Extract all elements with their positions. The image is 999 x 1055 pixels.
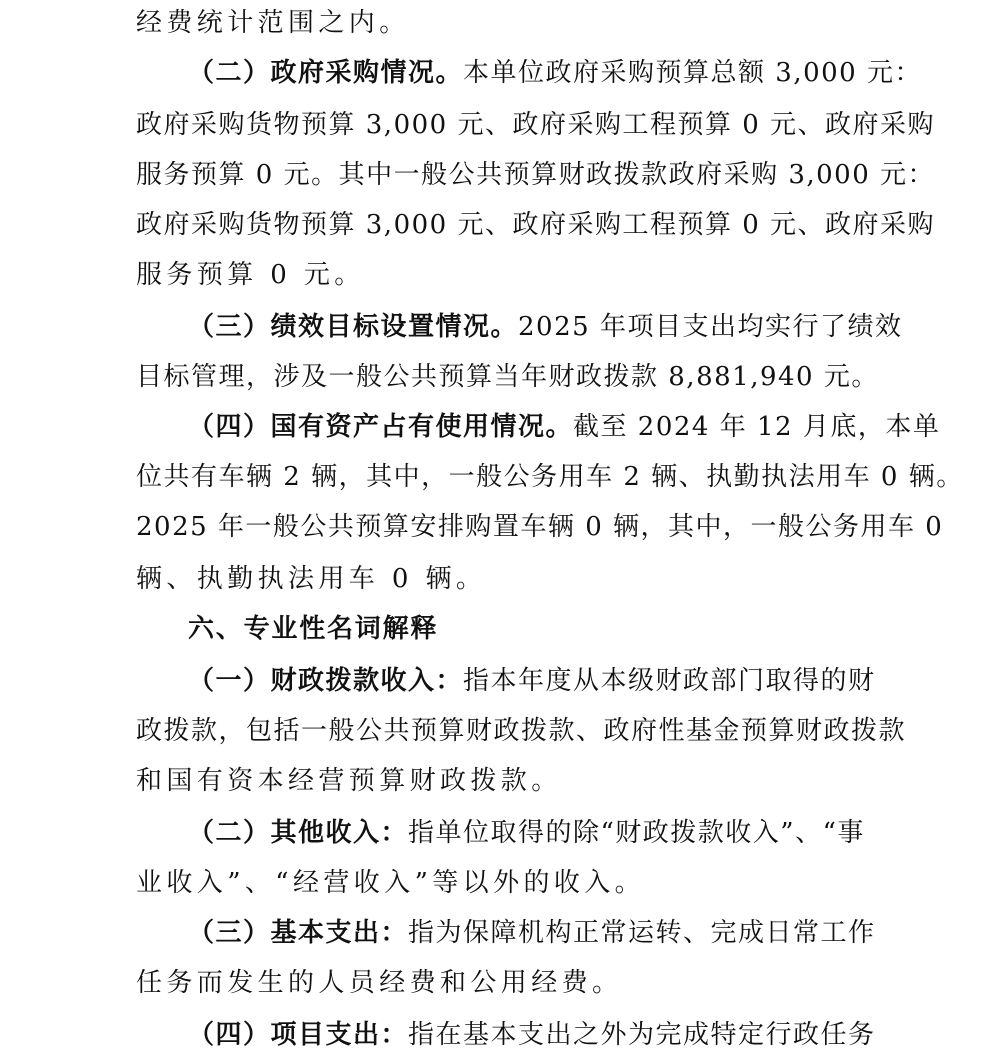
body-line: 服务预算 0 元。 xyxy=(136,260,365,290)
body-line: 和国有资本经营预算财政拨款。 xyxy=(136,766,562,796)
body-line: 业收入”、“经营收入”等以外的收入。 xyxy=(136,868,646,898)
section-paragraph-line xyxy=(188,410,940,444)
body-line: 任务而发生的人员经费和公用经费。 xyxy=(136,968,623,998)
definition-text: 指为保障机构正常运转、完成日常工作 xyxy=(408,918,876,948)
body-line: 服务预算 0 元。其中一般公共预算财政拨款政府采购 3,000 元： xyxy=(136,160,936,190)
section-heading: 六、专业性名词解释 xyxy=(188,614,439,644)
body-line: 辆、执勤执法用车 0 辆。 xyxy=(136,564,487,594)
body-line: 经费统计范围之内。 xyxy=(136,8,410,38)
definition-text: 指本年度从本级财政部门取得的财 xyxy=(463,666,876,696)
section-subheading: （三）绩效目标设置情况。 xyxy=(188,312,519,342)
definition-line xyxy=(188,916,876,950)
definition-line xyxy=(188,1018,876,1052)
body-line: 政府采购货物预算 3,000 元、政府采购工程预算 0 元、政府采购 xyxy=(136,210,936,240)
definition-term: （三）基本支出： xyxy=(188,918,409,948)
section-subheading: （四）国有资产占有使用情况。 xyxy=(188,412,574,442)
paragraph-text: 2025 年项目支出均实行了绩效 xyxy=(518,312,903,342)
section-subheading: （二）政府采购情况。 xyxy=(188,58,464,88)
body-line: 目标管理，涉及一般公共预算当年财政拨款 8,881,940 元。 xyxy=(136,362,879,392)
definition-term: （二）其他收入： xyxy=(188,818,409,848)
definition-line xyxy=(188,664,876,698)
body-line: 政府采购货物预算 3,000 元、政府采购工程预算 0 元、政府采购 xyxy=(136,110,936,140)
paragraph-text: 截至 2024 年 12 月底，本单 xyxy=(573,412,941,442)
definition-text: 指在基本支出之外为完成特定行政任务 xyxy=(408,1020,876,1050)
section-paragraph-line xyxy=(188,310,902,344)
definition-term: （四）项目支出： xyxy=(188,1020,409,1050)
body-line: 政拨款，包括一般公共预算财政拨款、政府性基金预算财政拨款 xyxy=(136,716,907,746)
section-paragraph-line xyxy=(188,56,922,90)
body-line: 位共有车辆 2 辆，其中，一般公务用车 2 辆、执勤执法用车 0 辆。 xyxy=(136,462,964,492)
definition-line xyxy=(188,816,865,850)
paragraph-text: 本单位政府采购预算总额 3,000 元： xyxy=(463,58,922,88)
definition-text: 指单位取得的除“财政拨款收入”、“事 xyxy=(408,818,865,848)
definition-term: （一）财政拨款收入： xyxy=(188,666,464,696)
body-line: 2025 年一般公共预算安排购置车辆 0 辆，其中，一般公务用车 0 xyxy=(136,512,944,542)
